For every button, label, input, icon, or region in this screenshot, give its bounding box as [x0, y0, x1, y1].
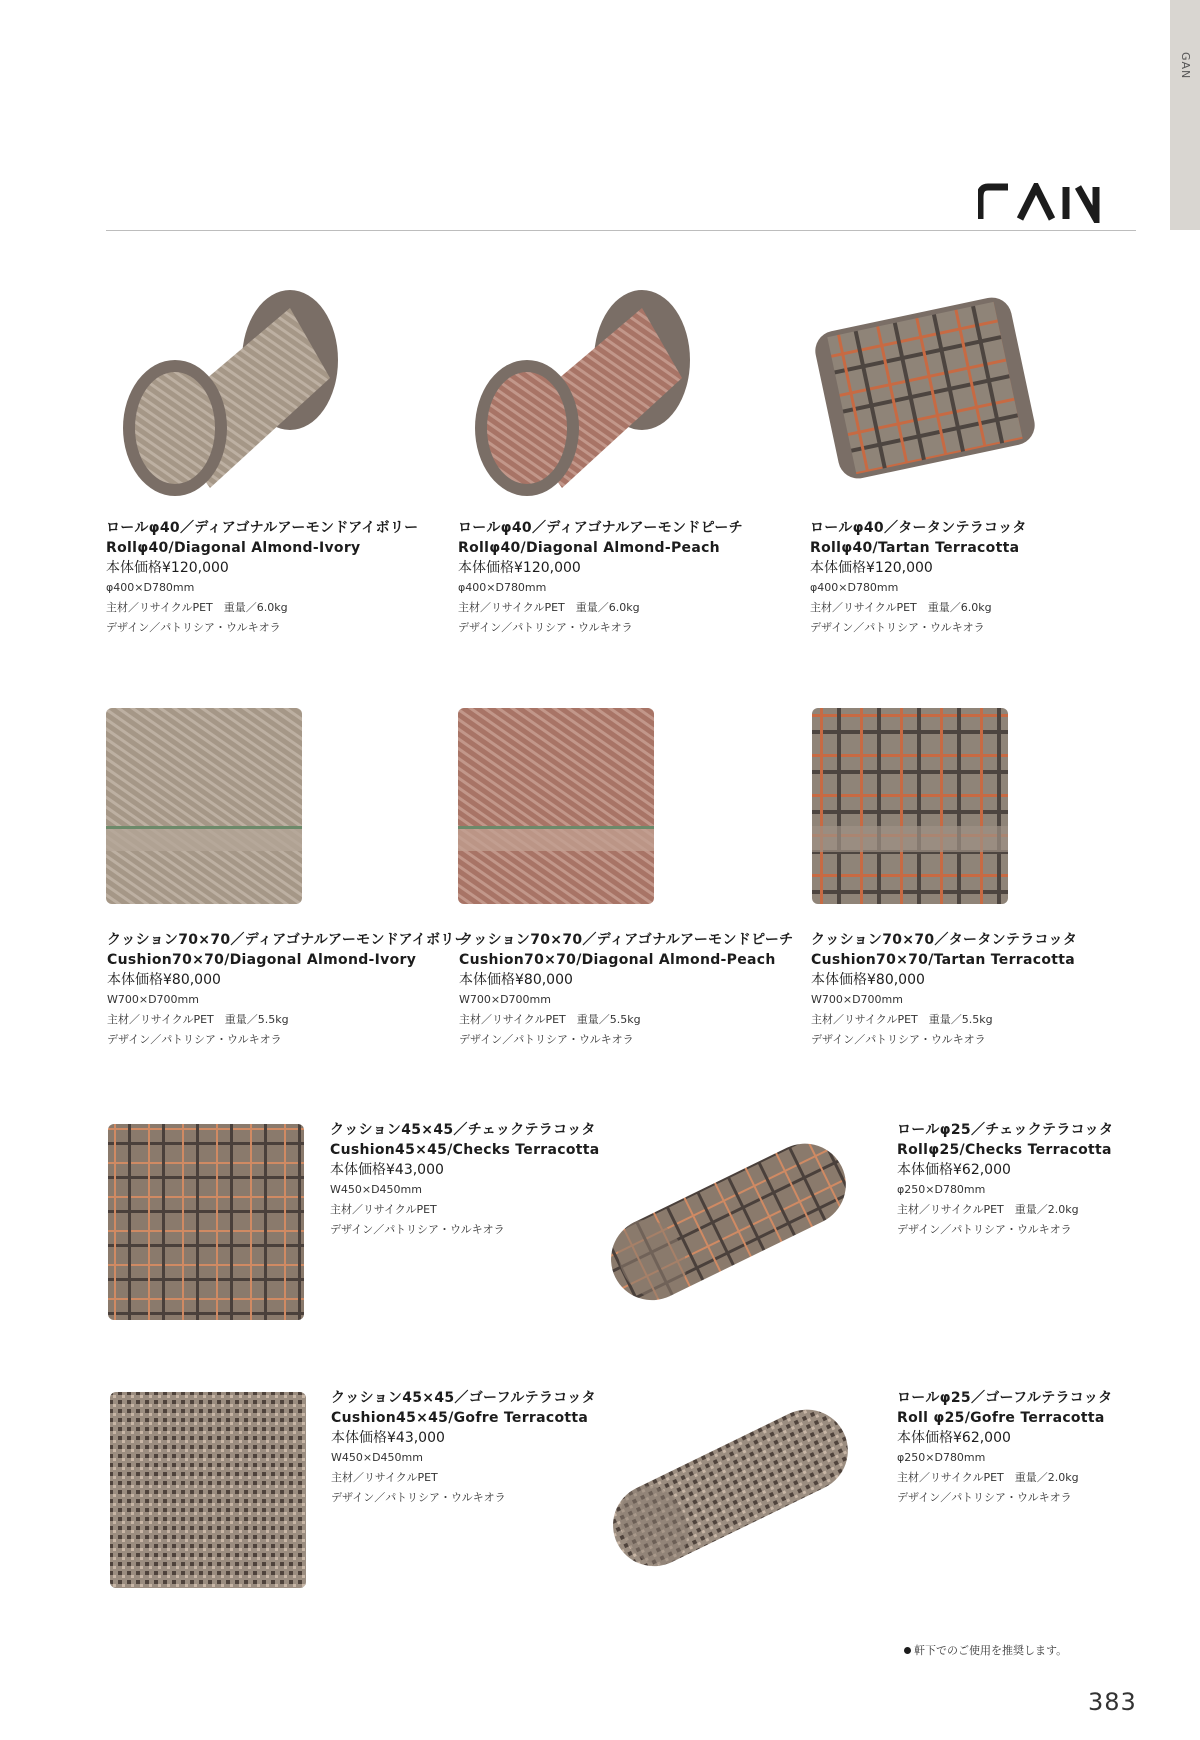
footer-note: [904, 1642, 1067, 1658]
section-tab-label: GAN: [1179, 52, 1192, 80]
product-image-cushion45-checks: [106, 1122, 306, 1322]
product-design: デザイン／パトリシア・ウルキオラ: [331, 1491, 506, 1504]
product-price: 本体価格¥80,000: [811, 972, 925, 988]
product-size: φ250×D780mm: [897, 1183, 986, 1196]
product-price: 本体価格¥62,000: [897, 1430, 1011, 1446]
product-name-jp: ロールφ25／チェックテラコッタ: [897, 1122, 1114, 1138]
product-design: デザイン／パトリシア・ウルキオラ: [107, 1033, 282, 1046]
bullet-icon: [904, 1647, 911, 1654]
product-name-en: Cushion70×70/Diagonal Almond-Peach: [459, 952, 776, 968]
product-size: W450×D450mm: [330, 1183, 422, 1196]
product-design: デザイン／パトリシア・ウルキオラ: [330, 1223, 505, 1236]
product-name-jp: クッション70×70／タータンテラコッタ: [811, 932, 1078, 948]
product-size: φ400×D780mm: [106, 581, 195, 594]
product-name-jp: ロールφ25／ゴーフルテラコッタ: [897, 1390, 1113, 1406]
product-design: デザイン／パトリシア・ウルキオラ: [459, 1033, 634, 1046]
product-material: 主材／リサイクルPET 重量／5.5kg: [811, 1013, 993, 1026]
product-price: 本体価格¥120,000: [106, 560, 229, 576]
product-price: 本体価格¥80,000: [107, 972, 221, 988]
product-material: 主材／リサイクルPET 重量／6.0kg: [810, 601, 992, 614]
product-size: W700×D700mm: [459, 993, 551, 1006]
product-design: デザイン／パトリシア・ウルキオラ: [106, 621, 281, 634]
page-number: 383: [1088, 1688, 1137, 1716]
product-image-cushion70-ivory: [104, 706, 304, 906]
product-image-roll25-gofre: [590, 1392, 870, 1582]
product-name-en: Cushion45×45/Gofre Terracotta: [331, 1410, 589, 1426]
product-image-roll-ivory: [100, 288, 370, 498]
product-material: 主材／リサイクルPET 重量／6.0kg: [458, 601, 640, 614]
product-info-roll25-gofre: [897, 1388, 1200, 1508]
product-name-jp: ロールφ40／ディアゴナルアーモンドピーチ: [458, 520, 743, 536]
product-material: 主材／リサイクルPET: [331, 1471, 438, 1484]
product-material: 主材／リサイクルPET 重量／2.0kg: [897, 1203, 1079, 1216]
product-price: 本体価格¥62,000: [897, 1162, 1011, 1178]
product-size: φ400×D780mm: [458, 581, 547, 594]
product-image-roll-peach: [452, 288, 722, 498]
product-name-jp: クッション70×70／ディアゴナルアーモンドアイボリー: [107, 932, 469, 948]
product-size: W700×D700mm: [107, 993, 199, 1006]
product-design: デザイン／パトリシア・ウルキオラ: [811, 1033, 986, 1046]
header-divider: [106, 230, 1136, 231]
product-image-roll-tartan: [800, 288, 1070, 498]
product-size: φ250×D780mm: [897, 1451, 986, 1464]
section-side-tab: [1170, 0, 1200, 230]
product-info-cushion70-ivory: [107, 930, 467, 1050]
product-price: 本体価格¥120,000: [458, 560, 581, 576]
product-info-roll-tartan: [810, 518, 1170, 638]
product-image-cushion45-gofre: [108, 1390, 308, 1590]
product-design: デザイン／パトリシア・ウルキオラ: [897, 1491, 1072, 1504]
product-price: 本体価格¥120,000: [810, 560, 933, 576]
product-name-en: Roll φ25/Gofre Terracotta: [897, 1410, 1105, 1426]
product-info-roll25-checks: [897, 1120, 1200, 1240]
product-name-en: Cushion45×45/Checks Terracotta: [330, 1142, 600, 1158]
product-name-jp: ロールφ40／ディアゴナルアーモンドアイボリー: [106, 520, 419, 536]
product-info-roll-ivory: [106, 518, 466, 638]
product-name-jp: クッション45×45／チェックテラコッタ: [330, 1122, 596, 1138]
product-size: φ400×D780mm: [810, 581, 899, 594]
product-material: 主材／リサイクルPET: [330, 1203, 437, 1216]
product-name-en: Rollφ40/Diagonal Almond-Peach: [458, 540, 720, 556]
product-material: 主材／リサイクルPET 重量／5.5kg: [459, 1013, 641, 1026]
footer-note-text: 軒下でのご使用を推奨します。: [914, 1644, 1068, 1657]
product-price: 本体価格¥43,000: [330, 1162, 444, 1178]
product-size: W450×D450mm: [331, 1451, 423, 1464]
product-image-cushion70-tartan: [810, 706, 1010, 906]
product-name-jp: クッション45×45／ゴーフルテラコッタ: [331, 1390, 596, 1406]
product-design: デザイン／パトリシア・ウルキオラ: [810, 621, 985, 634]
product-design: デザイン／パトリシア・ウルキオラ: [458, 621, 633, 634]
product-size: W700×D700mm: [811, 993, 903, 1006]
product-image-cushion70-peach: [456, 706, 656, 906]
product-price: 本体価格¥43,000: [331, 1430, 445, 1446]
product-price: 本体価格¥80,000: [459, 972, 573, 988]
product-material: 主材／リサイクルPET 重量／5.5kg: [107, 1013, 289, 1026]
product-material: 主材／リサイクルPET 重量／6.0kg: [106, 601, 288, 614]
product-name-en: Rollφ25/Checks Terracotta: [897, 1142, 1112, 1158]
product-name-en: Cushion70×70/Tartan Terracotta: [811, 952, 1076, 968]
product-name-jp: クッション70×70／ディアゴナルアーモンドピーチ: [459, 932, 794, 948]
product-name-jp: ロールφ40／タータンテラコッタ: [810, 520, 1027, 536]
product-image-roll25-checks: [588, 1126, 868, 1316]
product-info-cushion70-tartan: [811, 930, 1171, 1050]
product-name-en: Cushion70×70/Diagonal Almond-Ivory: [107, 952, 417, 968]
product-name-en: Rollφ40/Tartan Terracotta: [810, 540, 1020, 556]
product-info-roll-peach: [458, 518, 818, 638]
product-name-en: Rollφ40/Diagonal Almond-Ivory: [106, 540, 361, 556]
product-material: 主材／リサイクルPET 重量／2.0kg: [897, 1471, 1079, 1484]
product-info-cushion70-peach: [459, 930, 819, 1050]
product-design: デザイン／パトリシア・ウルキオラ: [897, 1223, 1072, 1236]
brand-logo: [978, 183, 1138, 223]
